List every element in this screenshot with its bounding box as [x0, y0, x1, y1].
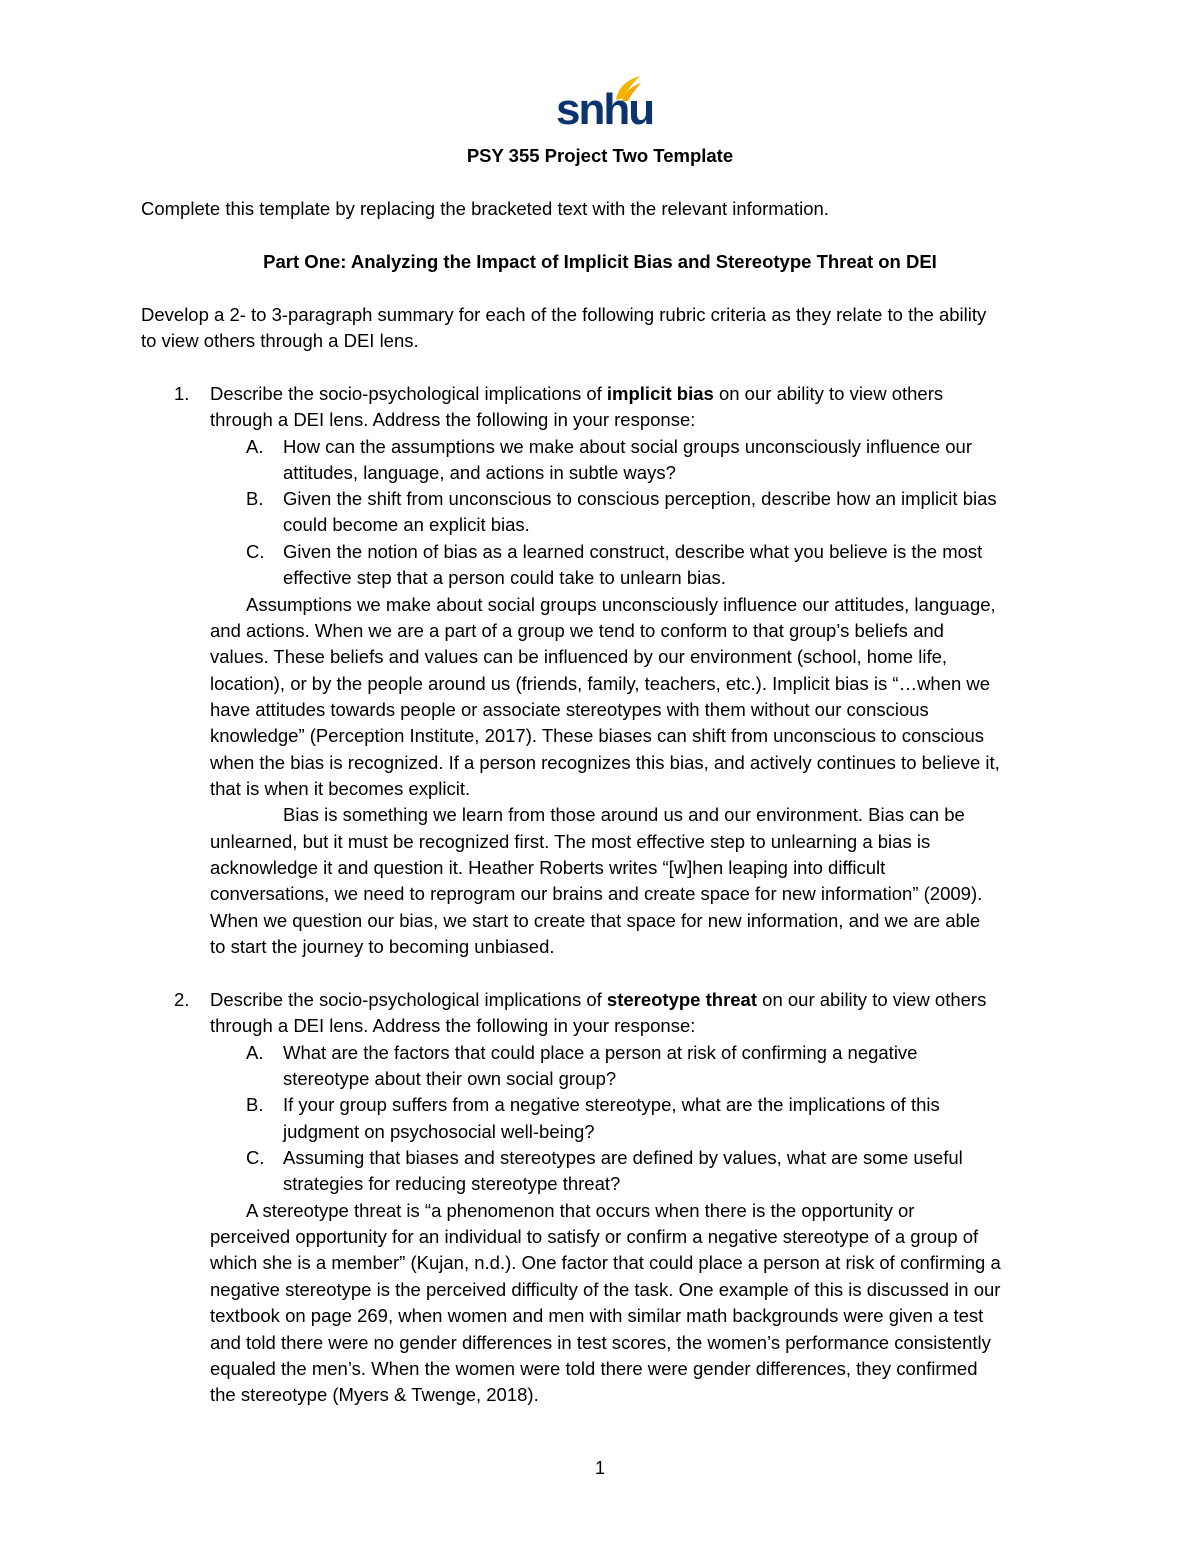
answer-line: textbook on page 269, when women and men with similar math backgrounds were given a test — [210, 1305, 984, 1326]
answer-line: acknowledge it and question it. Heather Roberts writes “[w]hen leaping into difficult — [210, 857, 886, 878]
answer-line: that is when it becomes explicit. — [210, 778, 471, 799]
snhu-logo — [552, 74, 654, 134]
question-number: 1. — [174, 383, 190, 404]
sub-question-line: Given the notion of bias as a learned construct, describe what you believe is the most — [283, 541, 983, 562]
question-1-line: through a DEI lens. Address the following in your response: — [210, 409, 696, 430]
sub-question-line: How can the assumptions we make about social groups unconsciously influence our — [283, 436, 972, 457]
sub-letter: C. — [246, 541, 265, 562]
answer-line: negative stereotype is the perceived difficulty of the task. One example of this is discussed in our — [210, 1279, 1001, 1300]
intro-line: Develop a 2- to 3-paragraph summary for each of the following rubric criteria as they relate to the ability — [141, 304, 987, 325]
sub-question-line: Assuming that biases and stereotypes are defined by values, what are some useful — [283, 1147, 963, 1168]
part-one-heading: Part One: Analyzing the Impact of Implicit Bias and Stereotype Threat on DEI — [263, 251, 937, 272]
sub-question-line: judgment on psychosocial well-being? — [283, 1121, 595, 1142]
sub-question-line: What are the factors that could place a person at risk of confirming a negative — [283, 1042, 918, 1063]
sub-question-line: Given the shift from unconscious to conscious perception, describe how an implicit bias — [283, 488, 997, 509]
page-number: 1 — [594, 1458, 605, 1478]
question-2-line: through a DEI lens. Address the following in your response: — [210, 1015, 696, 1036]
sub-question-line: attitudes, language, and actions in subtle ways? — [283, 462, 676, 483]
answer-line: and told there were no gender differences in test scores, the women’s performance consistently — [210, 1332, 991, 1353]
answer-line: When we question our bias, we start to create that space for new information, and we are able — [210, 910, 981, 931]
intro-line: to view others through a DEI lens. — [141, 330, 419, 351]
answer-line: values. These beliefs and values can be influenced by our environment (school, home life, — [210, 646, 948, 667]
answer-line: A stereotype threat is “a phenomenon that occurs when there is the opportunity or — [246, 1200, 915, 1221]
answer-line: which she is a member” (Kujan, n.d.). One factor that could place a person at risk of confirming a — [210, 1252, 1001, 1273]
answer-line: perceived opportunity for an individual to satisfy or confirm a negative stereotype of a group of — [210, 1226, 979, 1247]
answer-line: knowledge” (Perception Institute, 2017). These biases can shift from unconscious to conscious — [210, 725, 984, 746]
answer-line: equaled the men’s. When the women were told there were gender differences, they confirmed — [210, 1358, 978, 1379]
question-1-line: Describe the socio-psychological implications of implicit bias on our ability to view others — [210, 383, 944, 404]
answer-line: when the bias is recognized. If a person recognizes this bias, and actively continues to believe it, — [210, 752, 1000, 773]
sub-question-line: strategies for reducing stereotype threat? — [283, 1173, 621, 1194]
sub-letter: B. — [246, 488, 264, 509]
answer-line: and actions. When we are a part of a group we tend to conform to that group’s beliefs and — [210, 620, 944, 641]
answer-line: conversations, we need to reprogram our brains and create space for new information” (2009). — [210, 883, 983, 904]
answer-line: to start the journey to becoming unbiased. — [210, 936, 555, 957]
answer-line: unlearned, but it must be recognized first. The most effective step to unlearning a bias is — [210, 831, 931, 852]
sub-question-line: If your group suffers from a negative stereotype, what are the implications of this — [283, 1094, 940, 1115]
answer-line: Assumptions we make about social groups unconsciously influence our attitudes, language, — [246, 594, 996, 615]
question-number: 2. — [174, 989, 190, 1010]
answer-line: the stereotype (Myers & Twenge, 2018). — [210, 1384, 539, 1405]
page-title: PSY 355 Project Two Template — [466, 145, 734, 166]
answer-line: location), or by the people around us (friends, family, teachers, etc.). Implicit bias is “…when we — [210, 673, 991, 694]
instruction-text: Complete this template by replacing the bracketed text with the relevant information. — [141, 198, 829, 219]
sub-letter: A. — [246, 1042, 264, 1063]
answer-line: have attitudes towards people or associate stereotypes with them without our conscious — [210, 699, 929, 720]
sub-letter: A. — [246, 436, 264, 457]
sub-question-line: could become an explicit bias. — [283, 514, 530, 535]
sub-letter: C. — [246, 1147, 265, 1168]
sub-question-line: effective step that a person could take to unlearn bias. — [283, 567, 726, 588]
sub-letter: B. — [246, 1094, 264, 1115]
sub-question-line: stereotype about their own social group? — [283, 1068, 617, 1089]
answer-line: Bias is something we learn from those around us and our environment. Bias can be — [283, 804, 965, 825]
logo-wordmark: snhu — [556, 85, 654, 134]
question-2-line: Describe the socio-psychological implications of stereotype threat on our ability to view others — [210, 989, 987, 1010]
